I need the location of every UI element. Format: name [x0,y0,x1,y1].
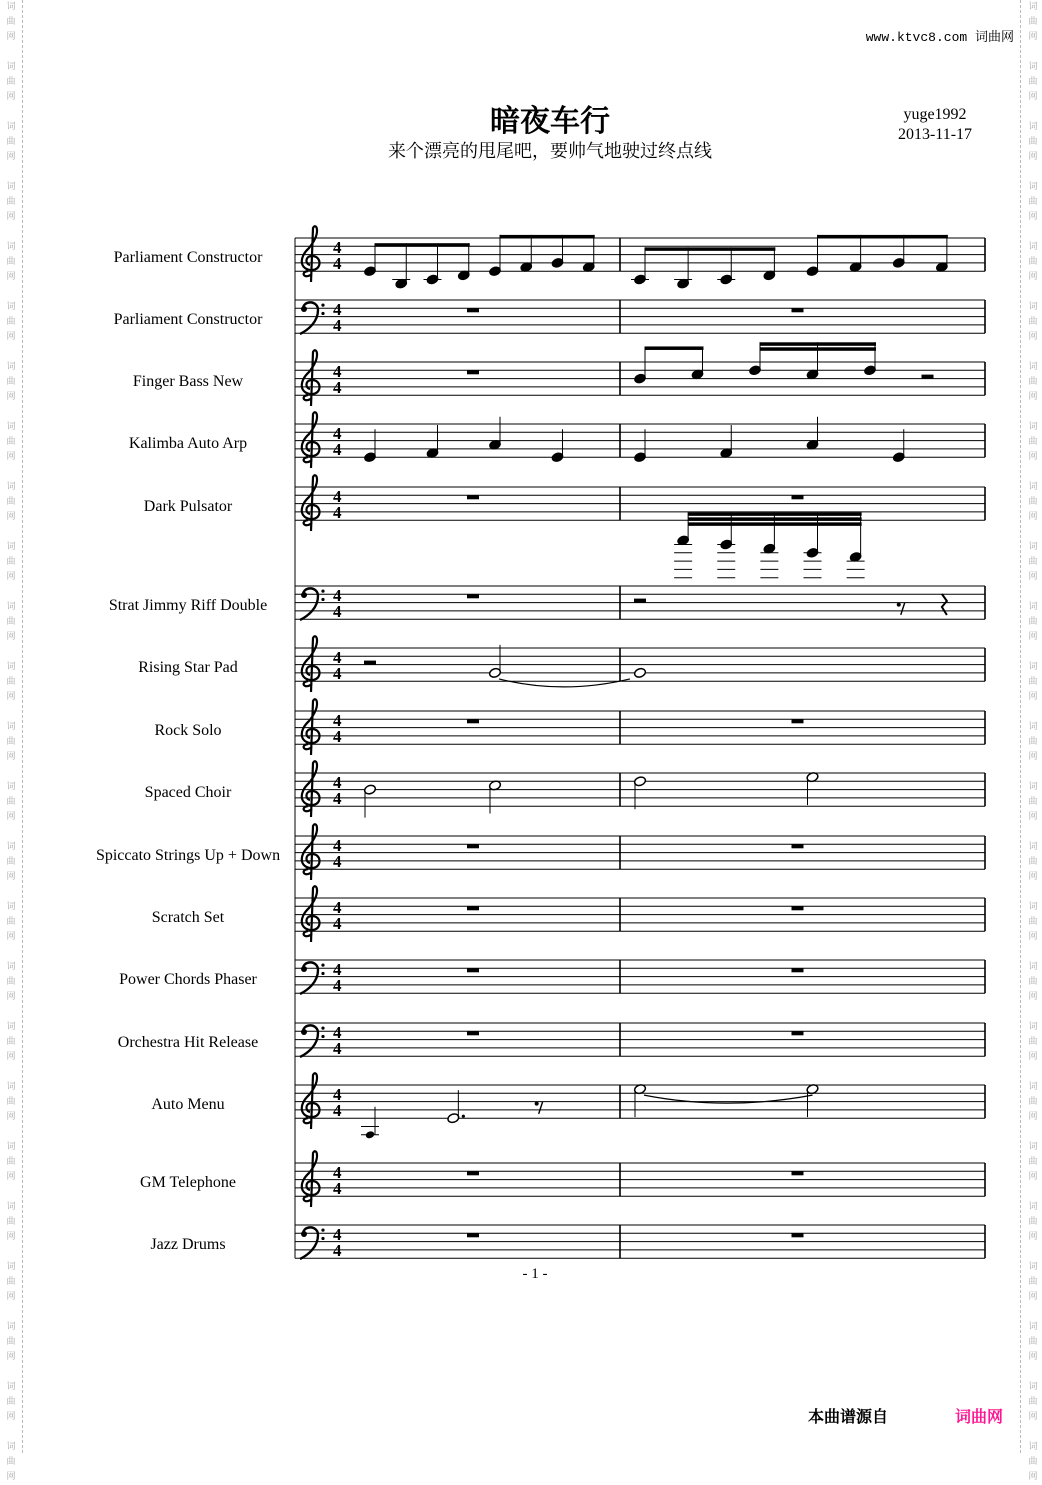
watermark-text: 词 曲 网 [6,842,16,882]
staff-6 [295,512,985,621]
watermark-text: 词 曲 网 [6,1322,16,1362]
time-signature: 4 [333,1163,342,1182]
watermark-text: 词 曲 网 [6,1142,16,1182]
whole-rest [467,495,479,499]
time-signature: 4 [333,852,342,871]
watermark-text: 词 曲 网 [1028,962,1038,1002]
time-signature: 4 [333,362,342,381]
whole-rest [792,1171,804,1175]
whole-rest [467,719,479,723]
instrument-label: Rising Star Pad [138,659,238,676]
time-signature: 4 [333,487,342,506]
date: 2013-11-17 [897,126,973,143]
watermark-text: 词 曲 网 [1028,302,1038,342]
time-signature: 4 [333,424,342,443]
whole-rest [467,1031,479,1035]
bass-clef-dot [321,590,324,593]
watermark-text: 词 曲 网 [1028,2,1038,42]
watermark-text: 词 曲 网 [6,1022,16,1062]
whole-rest [467,1233,479,1237]
footer-source-label: 本曲谱源自 [808,1407,889,1426]
bass-clef-dot [321,1027,324,1030]
whole-rest [792,968,804,972]
watermark-text: 词 曲 网 [1028,1022,1038,1062]
bass-clef-dot [321,972,324,975]
beam [645,346,704,350]
beam [688,512,862,516]
whole-rest [467,594,479,598]
beam [760,342,876,346]
bass-clef-dot [321,304,324,307]
staff-5 [295,475,985,531]
whole-rest [467,1171,479,1175]
whole-rest [792,906,804,910]
watermark-text: 词 曲 网 [6,122,16,162]
staff-10 [295,824,985,880]
watermark-text: 词 曲 网 [1028,482,1038,522]
instrument-label: Spaced Choir [144,784,232,801]
quarter-rest [942,594,947,615]
bass-clef-dot [301,592,307,598]
staff-12 [295,960,985,995]
whole-rest [792,719,804,723]
staff-3 [295,342,985,406]
staff-14 [295,1073,985,1139]
whole-rest [467,906,479,910]
tie [499,679,630,687]
time-signature: 4 [333,238,342,257]
note-head [365,1131,374,1139]
note-head [633,667,646,678]
staff-7 [295,636,985,692]
watermark-text: 词 曲 网 [6,362,16,402]
whole-rest [467,308,479,312]
instrument-label: Strat Jimmy Riff Double [108,597,268,614]
bass-clef-dot [301,306,307,312]
watermark-text: 词 曲 网 [6,62,16,102]
watermark-text: 词 曲 网 [1028,1082,1038,1122]
time-signature: 4 [333,1101,342,1120]
watermark-text: 词 曲 网 [1028,722,1038,762]
bass-clef-dot [301,966,307,972]
watermark-text: 词 曲 网 [1028,1142,1038,1182]
instrument-label: Power Chords Phaser [119,971,257,988]
site-url[interactable]: www.ktvc8.com [865,30,968,45]
watermark-text: 词 曲 网 [1028,1202,1038,1242]
time-signature: 4 [333,836,342,855]
time-signature: 4 [333,586,342,605]
time-signature: 4 [333,773,342,792]
bass-clef-dot [321,1237,324,1240]
eighth-rest [897,603,901,607]
bass-clef-dot [321,1229,324,1232]
half-rest [634,599,646,603]
instrument-label: Finger Bass New [132,373,244,390]
time-signature: 4 [333,300,342,319]
watermark-text: 词 曲 网 [1028,362,1038,402]
beam [818,235,948,239]
watermark-text: 词 曲 网 [6,782,16,822]
staff-1 [295,226,985,289]
footer-source-site[interactable]: 词曲网 [955,1407,1004,1426]
note-dot [462,1115,465,1118]
staff-2 [295,300,985,335]
staff-9 [295,761,985,817]
staff-16 [295,1225,985,1260]
instrument-label: Orchestra Hit Release [117,1034,259,1051]
watermark-text: 词 曲 网 [1028,182,1038,222]
watermark-text: 词 曲 网 [6,722,16,762]
watermark-text: 词 曲 网 [1028,62,1038,102]
watermark-text: 词 曲 网 [1028,1442,1038,1482]
instrument-label: Rock Solo [154,722,222,739]
watermark-text: 词 曲 网 [6,902,16,942]
page-number: - 1 - [522,1266,548,1282]
bass-clef-dot [301,1231,307,1237]
whole-rest [792,1233,804,1237]
time-signature: 4 [333,1085,342,1104]
instrument-label: Dark Pulsator [143,498,233,515]
whole-rest [792,1031,804,1035]
instrument-label: Auto Menu [151,1096,225,1113]
bass-clef-dot [321,598,324,601]
site-name: 词曲网 [974,30,1014,45]
staff-13 [295,1023,985,1058]
beam [688,517,862,521]
time-signature: 4 [333,378,342,397]
watermark-text: 词 曲 网 [6,302,16,342]
time-signature: 4 [333,664,342,683]
watermark-text: 词 曲 网 [6,1382,16,1422]
time-signature: 4 [333,648,342,667]
watermark-text: 词 曲 网 [6,1262,16,1302]
author: yuge1992 [903,106,967,123]
watermark-text: 词 曲 网 [6,422,16,462]
watermark-text: 词 曲 网 [1028,122,1038,162]
watermark-text: 词 曲 网 [1028,782,1038,822]
watermark-text: 词 曲 网 [6,182,16,222]
time-signature: 4 [333,898,342,917]
half-rest [364,661,376,665]
bass-clef-dot [321,312,324,315]
whole-rest [467,370,479,374]
eighth-rest [901,603,905,615]
whole-rest [467,844,479,848]
instrument-label: Parliament Constructor [113,249,263,266]
whole-rest [792,308,804,312]
time-signature: 4 [333,727,342,746]
bass-clef-dot [301,1029,307,1035]
instrument-label: Spiccato Strings Up + Down [95,847,281,864]
watermark-text: 词 曲 网 [6,962,16,1002]
watermark-text: 词 曲 网 [1028,1322,1038,1362]
watermark-text: 词 曲 网 [1028,842,1038,882]
eighth-rest [539,1102,543,1114]
watermark-text: 词 曲 网 [6,1202,16,1242]
staff-4 [295,412,985,468]
watermark-text: 词 曲 网 [6,1082,16,1122]
watermark-text: 词 曲 网 [1028,902,1038,942]
time-signature: 4 [333,976,342,995]
watermark-text: 词 曲 网 [6,662,16,702]
time-signature: 4 [333,1039,342,1058]
time-signature: 4 [333,602,342,621]
watermark-text: 词 曲 网 [1028,602,1038,642]
watermark-text: 词 曲 网 [6,2,16,42]
beam [645,247,775,251]
time-signature: 4 [333,711,342,730]
time-signature: 4 [333,914,342,933]
time-signature: 4 [333,503,342,522]
watermark-text: 词 曲 网 [1028,422,1038,462]
whole-rest [792,844,804,848]
bass-clef-dot [321,964,324,967]
bass-clef-dot [321,1035,324,1038]
staff-8 [295,699,985,755]
time-signature: 4 [333,789,342,808]
time-signature: 4 [333,960,342,979]
watermark-text: 词 曲 网 [1028,1262,1038,1302]
time-signature: 4 [333,316,342,335]
instrument-label: Kalimba Auto Arp [128,435,248,452]
whole-rest [792,495,804,499]
score-title: 暗夜车行 [490,104,610,139]
beam [375,243,470,247]
time-signature: 4 [333,1241,342,1260]
instrument-label: Scratch Set [151,909,225,926]
half-rest [922,375,934,379]
time-signature: 4 [333,1023,342,1042]
staff-11 [295,886,985,942]
watermark-text: 词 曲 网 [6,602,16,642]
watermark-text: 词 曲 网 [1028,662,1038,702]
watermark-text: 词 曲 网 [1028,542,1038,582]
time-signature: 4 [333,440,342,459]
beam [688,522,862,526]
eighth-rest [535,1102,539,1106]
watermark-text: 词 曲 网 [6,242,16,282]
watermark-text: 词 曲 网 [1028,1382,1038,1422]
time-signature: 4 [333,254,342,273]
watermark-text: 词 曲 网 [6,482,16,522]
time-signature: 4 [333,1179,342,1198]
watermark-text: 词 曲 网 [6,542,16,582]
whole-rest [467,968,479,972]
staff-15 [295,1151,985,1207]
watermark-text: 词 曲 网 [6,1442,16,1482]
instrument-label: Jazz Drums [150,1236,226,1253]
time-signature: 4 [333,1225,342,1244]
instrument-label: GM Telephone [140,1174,236,1191]
beam [500,235,595,239]
score-subtitle: 来个漂亮的甩尾吧，要帅气地驶过终点线 [388,141,712,162]
instrument-label: Parliament Constructor [113,311,263,328]
watermark-text: 词 曲 网 [1028,242,1038,282]
beam [760,347,876,351]
